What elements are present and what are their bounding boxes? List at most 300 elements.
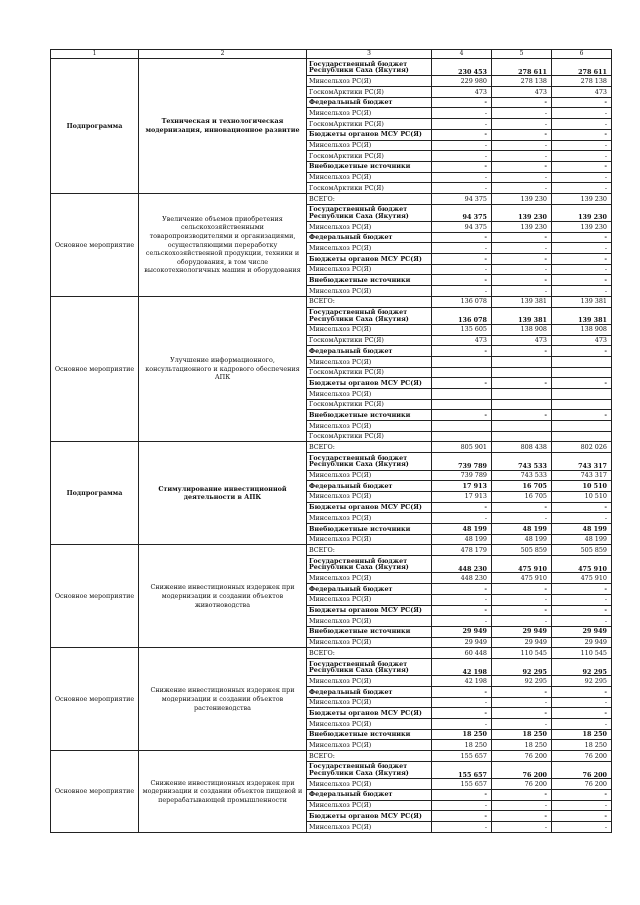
value-cell-year-4: 42 198 <box>432 676 492 687</box>
funding-source-cell: ВСЕГО: <box>307 648 432 659</box>
value-cell-year-4: 155 657 <box>432 761 492 778</box>
value-cell-year-4: 42 198 <box>432 658 492 675</box>
value-cell-year-4: 135 605 <box>432 324 492 335</box>
value-cell-year-4: 155 657 <box>432 779 492 790</box>
funding-source-cell: Минсельхоз РС(Я) <box>307 821 432 832</box>
column-number-3: 3 <box>307 50 432 59</box>
funding-source-cell: Внебюджетные источники <box>307 524 432 535</box>
funding-source-cell: Минсельхоз РС(Я) <box>307 108 432 119</box>
value-cell-year-5: - <box>492 513 552 524</box>
value-cell-year-5: 139 230 <box>492 204 552 221</box>
funding-source-cell: ГоскомАрктики РС(Я) <box>307 119 432 130</box>
value-cell-year-6: 473 <box>552 87 612 98</box>
value-cell-year-5: 29 949 <box>492 626 552 637</box>
value-cell-year-4: 136 078 <box>432 307 492 324</box>
funding-source-cell: Минсельхоз РС(Я) <box>307 470 432 481</box>
value-cell-year-4: 805 901 <box>432 442 492 453</box>
funding-source-cell: ГоскомАрктики РС(Я) <box>307 87 432 98</box>
value-cell-year-6: 10 510 <box>552 481 612 492</box>
value-cell-year-4: - <box>432 140 492 151</box>
value-cell-year-5: 475 910 <box>492 556 552 573</box>
value-cell-year-5: 139 381 <box>492 307 552 324</box>
value-cell-year-6: - <box>552 243 612 254</box>
funding-source-cell: ГоскомАрктики РС(Я) <box>307 183 432 194</box>
value-cell-year-4: - <box>432 151 492 162</box>
value-cell-year-6: 139 230 <box>552 193 612 204</box>
value-cell-year-5: 475 910 <box>492 573 552 584</box>
value-cell-year-4: 739 789 <box>432 453 492 470</box>
funding-source-cell: Внебюджетные источники <box>307 729 432 740</box>
value-cell-year-6: 76 200 <box>552 779 612 790</box>
value-cell-year-6: - <box>552 140 612 151</box>
funding-source-cell: Минсельхоз РС(Я) <box>307 616 432 627</box>
value-cell-year-4: - <box>432 605 492 616</box>
value-cell-year-6: 278 138 <box>552 76 612 87</box>
value-cell-year-5: 110 545 <box>492 648 552 659</box>
funding-source-cell: Минсельхоз РС(Я) <box>307 76 432 87</box>
value-cell-year-5: 18 250 <box>492 729 552 740</box>
value-cell-year-6: 29 949 <box>552 637 612 648</box>
value-cell-year-6: - <box>552 687 612 698</box>
value-cell-year-5: 138 908 <box>492 324 552 335</box>
value-cell-year-4: 473 <box>432 87 492 98</box>
value-cell-year-5: - <box>492 264 552 275</box>
value-cell-year-6: - <box>552 286 612 297</box>
column-number-4: 4 <box>432 50 492 59</box>
funding-source-cell: Внебюджетные источники <box>307 626 432 637</box>
budget-table-body <box>51 50 612 833</box>
value-cell-year-4: 17 913 <box>432 491 492 502</box>
value-cell-year-5: - <box>492 789 552 800</box>
value-cell-year-4: - <box>432 129 492 140</box>
value-cell-year-6: - <box>552 264 612 275</box>
value-cell-year-5: 278 138 <box>492 76 552 87</box>
funding-source-cell: Государственный бюджет Республики Саха (Якутия) <box>307 204 432 221</box>
value-cell-year-5: - <box>492 605 552 616</box>
value-cell-year-4: 136 078 <box>432 296 492 307</box>
value-cell-year-6: - <box>552 708 612 719</box>
value-cell-year-6 <box>552 431 612 442</box>
value-cell-year-5: 139 230 <box>492 222 552 233</box>
value-cell-year-6: - <box>552 254 612 265</box>
value-cell-year-5: - <box>492 719 552 730</box>
funding-source-cell: Бюджеты органов МСУ РС(Я) <box>307 811 432 822</box>
funding-source-cell: Минсельхоз РС(Я) <box>307 324 432 335</box>
funding-source-cell: Внебюджетные источники <box>307 410 432 421</box>
value-cell-year-6: 29 949 <box>552 626 612 637</box>
funding-source-cell: Минсельхоз РС(Я) <box>307 697 432 708</box>
value-cell-year-5: - <box>492 108 552 119</box>
table-row <box>51 59 612 76</box>
budget-table <box>50 49 612 833</box>
table-row <box>51 296 612 307</box>
column-number-2: 2 <box>139 50 307 59</box>
value-cell-year-6: - <box>552 97 612 108</box>
block-title-cell: Стимулирование инвестиционной деятельности в АПК <box>139 442 307 545</box>
value-cell-year-4: - <box>432 708 492 719</box>
value-cell-year-4: - <box>432 410 492 421</box>
value-cell-year-6: - <box>552 183 612 194</box>
value-cell-year-6: 743 317 <box>552 470 612 481</box>
funding-source-cell: Государственный бюджет Республики Саха (Якутия) <box>307 59 432 76</box>
value-cell-year-5: - <box>492 584 552 595</box>
value-cell-year-4: 448 230 <box>432 573 492 584</box>
value-cell-year-5: - <box>492 119 552 130</box>
value-cell-year-4: 29 949 <box>432 637 492 648</box>
value-cell-year-5: - <box>492 275 552 286</box>
value-cell-year-5: 48 199 <box>492 534 552 545</box>
value-cell-year-5: - <box>492 811 552 822</box>
value-cell-year-6: 18 250 <box>552 740 612 751</box>
funding-source-cell: Минсельхоз РС(Я) <box>307 513 432 524</box>
value-cell-year-4: - <box>432 378 492 389</box>
value-cell-year-5: 743 533 <box>492 453 552 470</box>
funding-source-cell: Бюджеты органов МСУ РС(Я) <box>307 254 432 265</box>
value-cell-year-4: - <box>432 232 492 243</box>
funding-source-cell: Бюджеты органов МСУ РС(Я) <box>307 502 432 513</box>
column-number-5: 5 <box>492 50 552 59</box>
value-cell-year-6: - <box>552 378 612 389</box>
value-cell-year-6: 139 381 <box>552 296 612 307</box>
value-cell-year-4: - <box>432 697 492 708</box>
funding-source-cell: ВСЕГО: <box>307 545 432 556</box>
value-cell-year-6: 138 908 <box>552 324 612 335</box>
value-cell-year-6: - <box>552 275 612 286</box>
block-type-cell: Основное мероприятие <box>51 648 139 751</box>
value-cell-year-5: - <box>492 410 552 421</box>
funding-source-cell: Минсельхоз РС(Я) <box>307 573 432 584</box>
value-cell-year-5 <box>492 356 552 367</box>
value-cell-year-5: 16 705 <box>492 491 552 502</box>
value-cell-year-6: 139 381 <box>552 307 612 324</box>
value-cell-year-5 <box>492 389 552 400</box>
value-cell-year-5 <box>492 399 552 410</box>
table-row <box>51 442 612 453</box>
value-cell-year-4 <box>432 367 492 378</box>
value-cell-year-4 <box>432 356 492 367</box>
funding-source-cell: Минсельхоз РС(Я) <box>307 172 432 183</box>
value-cell-year-4: 48 199 <box>432 534 492 545</box>
block-title-cell: Увеличение объемов приобретения сельскохозяйственными товаропроизводителями и организациями, осуществляющими переработку сельскохозяйственной продукции, техники и оборудования, в том числе высокотехнологичных машин и оборудования <box>139 193 307 296</box>
value-cell-year-6: 76 200 <box>552 761 612 778</box>
value-cell-year-4: - <box>432 513 492 524</box>
value-cell-year-5: - <box>492 254 552 265</box>
value-cell-year-5: 743 533 <box>492 470 552 481</box>
block-type-cell: Основное мероприятие <box>51 296 139 442</box>
value-cell-year-4: 230 453 <box>432 59 492 76</box>
funding-source-cell: ВСЕГО: <box>307 296 432 307</box>
value-cell-year-4: - <box>432 346 492 357</box>
value-cell-year-4: - <box>432 161 492 172</box>
funding-source-cell: ГоскомАрктики РС(Я) <box>307 399 432 410</box>
funding-source-cell: Внебюджетные источники <box>307 161 432 172</box>
value-cell-year-6: 18 250 <box>552 729 612 740</box>
value-cell-year-6: - <box>552 161 612 172</box>
funding-source-cell: Государственный бюджет Республики Саха (Якутия) <box>307 658 432 675</box>
value-cell-year-6: - <box>552 502 612 513</box>
value-cell-year-5: 139 381 <box>492 296 552 307</box>
value-cell-year-5 <box>492 367 552 378</box>
funding-source-cell: Минсельхоз РС(Я) <box>307 222 432 233</box>
value-cell-year-4: 155 657 <box>432 751 492 762</box>
value-cell-year-4: - <box>432 821 492 832</box>
funding-source-cell: ВСЕГО: <box>307 751 432 762</box>
value-cell-year-4: 94 375 <box>432 204 492 221</box>
value-cell-year-6: - <box>552 594 612 605</box>
value-cell-year-4: - <box>432 719 492 730</box>
funding-source-cell: Минсельхоз РС(Я) <box>307 356 432 367</box>
value-cell-year-4: - <box>432 584 492 595</box>
block-title-cell: Снижение инвестиционных издержек при модернизации и создании объектов растениеводства <box>139 648 307 751</box>
funding-source-cell: Государственный бюджет Республики Саха (Якутия) <box>307 307 432 324</box>
value-cell-year-4: - <box>432 119 492 130</box>
value-cell-year-5: 139 230 <box>492 193 552 204</box>
value-cell-year-5: 473 <box>492 87 552 98</box>
value-cell-year-6: - <box>552 811 612 822</box>
value-cell-year-5: 808 438 <box>492 442 552 453</box>
value-cell-year-6 <box>552 356 612 367</box>
value-cell-year-6: 475 910 <box>552 573 612 584</box>
value-cell-year-6: - <box>552 108 612 119</box>
value-cell-year-4: - <box>432 800 492 811</box>
value-cell-year-4: 739 789 <box>432 470 492 481</box>
funding-source-cell: ГоскомАрктики РС(Я) <box>307 151 432 162</box>
value-cell-year-4: - <box>432 616 492 627</box>
value-cell-year-6: 110 545 <box>552 648 612 659</box>
value-cell-year-5: 48 199 <box>492 524 552 535</box>
value-cell-year-6: 278 611 <box>552 59 612 76</box>
value-cell-year-4: 473 <box>432 335 492 346</box>
value-cell-year-4: - <box>432 243 492 254</box>
value-cell-year-4 <box>432 389 492 400</box>
funding-source-cell: Внебюджетные источники <box>307 275 432 286</box>
value-cell-year-4: 60 448 <box>432 648 492 659</box>
funding-source-cell: Минсельхоз РС(Я) <box>307 594 432 605</box>
value-cell-year-6: - <box>552 800 612 811</box>
block-title-cell: Техническая и технологическая модернизация, инновационное развитие <box>139 59 307 194</box>
funding-source-cell: Минсельхоз РС(Я) <box>307 719 432 730</box>
value-cell-year-4: 229 980 <box>432 76 492 87</box>
block-type-cell: Основное мероприятие <box>51 193 139 296</box>
value-cell-year-4: - <box>432 97 492 108</box>
value-cell-year-5: 16 705 <box>492 481 552 492</box>
funding-source-cell: Государственный бюджет Республики Саха (Якутия) <box>307 556 432 573</box>
value-cell-year-5: - <box>492 161 552 172</box>
column-number-row <box>51 50 612 59</box>
value-cell-year-5: - <box>492 172 552 183</box>
value-cell-year-4: - <box>432 108 492 119</box>
value-cell-year-6: - <box>552 346 612 357</box>
value-cell-year-5: - <box>492 708 552 719</box>
funding-source-cell: Федеральный бюджет <box>307 232 432 243</box>
value-cell-year-6: 92 295 <box>552 676 612 687</box>
value-cell-year-6: 10 510 <box>552 491 612 502</box>
value-cell-year-5: - <box>492 140 552 151</box>
value-cell-year-4: 94 375 <box>432 193 492 204</box>
value-cell-year-4: - <box>432 594 492 605</box>
funding-source-cell: ГоскомАрктики РС(Я) <box>307 431 432 442</box>
value-cell-year-6: - <box>552 232 612 243</box>
value-cell-year-5: 92 295 <box>492 658 552 675</box>
funding-source-cell: Государственный бюджет Республики Саха (Якутия) <box>307 453 432 470</box>
value-cell-year-5: - <box>492 800 552 811</box>
value-cell-year-5: 29 949 <box>492 637 552 648</box>
value-cell-year-4: 448 230 <box>432 556 492 573</box>
value-cell-year-5: 92 295 <box>492 676 552 687</box>
value-cell-year-5: 278 611 <box>492 59 552 76</box>
value-cell-year-6: - <box>552 151 612 162</box>
funding-source-cell: Минсельхоз РС(Я) <box>307 243 432 254</box>
value-cell-year-5: - <box>492 232 552 243</box>
value-cell-year-6 <box>552 367 612 378</box>
value-cell-year-6 <box>552 389 612 400</box>
value-cell-year-5: - <box>492 502 552 513</box>
value-cell-year-6: - <box>552 513 612 524</box>
table-row <box>51 751 612 762</box>
value-cell-year-6: - <box>552 605 612 616</box>
funding-source-cell: Федеральный бюджет <box>307 687 432 698</box>
value-cell-year-4: 18 250 <box>432 740 492 751</box>
funding-source-cell: Федеральный бюджет <box>307 481 432 492</box>
value-cell-year-5 <box>492 431 552 442</box>
block-type-cell: Основное мероприятие <box>51 545 139 648</box>
value-cell-year-6: - <box>552 697 612 708</box>
funding-source-cell: Бюджеты органов МСУ РС(Я) <box>307 605 432 616</box>
value-cell-year-4: - <box>432 789 492 800</box>
value-cell-year-6: 473 <box>552 335 612 346</box>
value-cell-year-6: 139 230 <box>552 222 612 233</box>
value-cell-year-5: - <box>492 616 552 627</box>
funding-source-cell: Минсельхоз РС(Я) <box>307 264 432 275</box>
value-cell-year-5: - <box>492 687 552 698</box>
value-cell-year-4: 48 199 <box>432 524 492 535</box>
value-cell-year-4: - <box>432 264 492 275</box>
value-cell-year-4 <box>432 431 492 442</box>
funding-source-cell: ГоскомАрктики РС(Я) <box>307 335 432 346</box>
value-cell-year-4: 94 375 <box>432 222 492 233</box>
value-cell-year-5: 473 <box>492 335 552 346</box>
value-cell-year-4: - <box>432 172 492 183</box>
value-cell-year-6: 76 200 <box>552 751 612 762</box>
funding-source-cell: ГоскомАрктики РС(Я) <box>307 367 432 378</box>
value-cell-year-4: - <box>432 286 492 297</box>
value-cell-year-6: - <box>552 616 612 627</box>
value-cell-year-4: - <box>432 687 492 698</box>
value-cell-year-6: - <box>552 584 612 595</box>
value-cell-year-5: - <box>492 697 552 708</box>
value-cell-year-5: - <box>492 821 552 832</box>
value-cell-year-4: 29 949 <box>432 626 492 637</box>
value-cell-year-4 <box>432 399 492 410</box>
block-type-cell: Подпрограмма <box>51 59 139 194</box>
funding-source-cell: Минсельхоз РС(Я) <box>307 286 432 297</box>
value-cell-year-6 <box>552 399 612 410</box>
table-row <box>51 648 612 659</box>
value-cell-year-6: - <box>552 410 612 421</box>
funding-source-cell: Федеральный бюджет <box>307 584 432 595</box>
value-cell-year-5: - <box>492 378 552 389</box>
funding-source-cell: Бюджеты органов МСУ РС(Я) <box>307 378 432 389</box>
column-number-1: 1 <box>51 50 139 59</box>
funding-source-cell: Федеральный бюджет <box>307 789 432 800</box>
value-cell-year-4: - <box>432 811 492 822</box>
funding-source-cell: Минсельхоз РС(Я) <box>307 676 432 687</box>
value-cell-year-5 <box>492 421 552 432</box>
value-cell-year-5: - <box>492 243 552 254</box>
value-cell-year-5: - <box>492 346 552 357</box>
value-cell-year-6 <box>552 421 612 432</box>
value-cell-year-5: 505 859 <box>492 545 552 556</box>
funding-source-cell: Бюджеты органов МСУ РС(Я) <box>307 708 432 719</box>
value-cell-year-4 <box>432 421 492 432</box>
value-cell-year-5: - <box>492 183 552 194</box>
value-cell-year-5: - <box>492 594 552 605</box>
funding-source-cell: Минсельхоз РС(Я) <box>307 491 432 502</box>
value-cell-year-5: 76 200 <box>492 779 552 790</box>
funding-source-cell: Минсельхоз РС(Я) <box>307 140 432 151</box>
funding-source-cell: Федеральный бюджет <box>307 346 432 357</box>
funding-source-cell: ВСЕГО: <box>307 442 432 453</box>
value-cell-year-6: 92 295 <box>552 658 612 675</box>
value-cell-year-6: - <box>552 172 612 183</box>
table-row <box>51 545 612 556</box>
value-cell-year-6: - <box>552 719 612 730</box>
value-cell-year-5: 76 200 <box>492 761 552 778</box>
value-cell-year-5: - <box>492 151 552 162</box>
value-cell-year-5: 76 200 <box>492 751 552 762</box>
value-cell-year-6: 475 910 <box>552 556 612 573</box>
value-cell-year-6: 139 230 <box>552 204 612 221</box>
funding-source-cell: Минсельхоз РС(Я) <box>307 389 432 400</box>
funding-source-cell: Минсельхоз РС(Я) <box>307 779 432 790</box>
column-number-6: 6 <box>552 50 612 59</box>
value-cell-year-6: - <box>552 129 612 140</box>
funding-source-cell: ВСЕГО: <box>307 193 432 204</box>
value-cell-year-6: 505 859 <box>552 545 612 556</box>
value-cell-year-4: - <box>432 502 492 513</box>
value-cell-year-4: - <box>432 275 492 286</box>
value-cell-year-4: - <box>432 183 492 194</box>
value-cell-year-5: - <box>492 129 552 140</box>
funding-source-cell: Государственный бюджет Республики Саха (Якутия) <box>307 761 432 778</box>
funding-source-cell: Бюджеты органов МСУ РС(Я) <box>307 129 432 140</box>
funding-source-cell: Федеральный бюджет <box>307 97 432 108</box>
table-row <box>51 193 612 204</box>
block-title-cell: Улучшение информационного, консультационного и кадрового обеспечения АПК <box>139 296 307 442</box>
block-type-cell: Основное мероприятие <box>51 751 139 833</box>
funding-source-cell: Минсельхоз РС(Я) <box>307 800 432 811</box>
funding-source-cell: Минсельхоз РС(Я) <box>307 740 432 751</box>
block-title-cell: Снижение инвестиционных издержек при модернизации и создании объектов пищевой и перерабатывающей промышленности <box>139 751 307 833</box>
funding-source-cell: Минсельхоз РС(Я) <box>307 421 432 432</box>
value-cell-year-6: 48 199 <box>552 524 612 535</box>
value-cell-year-5: - <box>492 97 552 108</box>
value-cell-year-4: 478 179 <box>432 545 492 556</box>
value-cell-year-6: - <box>552 789 612 800</box>
value-cell-year-6: - <box>552 821 612 832</box>
funding-source-cell: Минсельхоз РС(Я) <box>307 534 432 545</box>
value-cell-year-4: - <box>432 254 492 265</box>
value-cell-year-6: 802 026 <box>552 442 612 453</box>
funding-source-cell: Минсельхоз РС(Я) <box>307 637 432 648</box>
block-type-cell: Подпрограмма <box>51 442 139 545</box>
value-cell-year-6: 743 317 <box>552 453 612 470</box>
value-cell-year-4: 18 250 <box>432 729 492 740</box>
value-cell-year-6: - <box>552 119 612 130</box>
value-cell-year-6: 48 199 <box>552 534 612 545</box>
value-cell-year-5: - <box>492 286 552 297</box>
block-title-cell: Снижение инвестиционных издержек при модернизации и создании объектов животноводства <box>139 545 307 648</box>
